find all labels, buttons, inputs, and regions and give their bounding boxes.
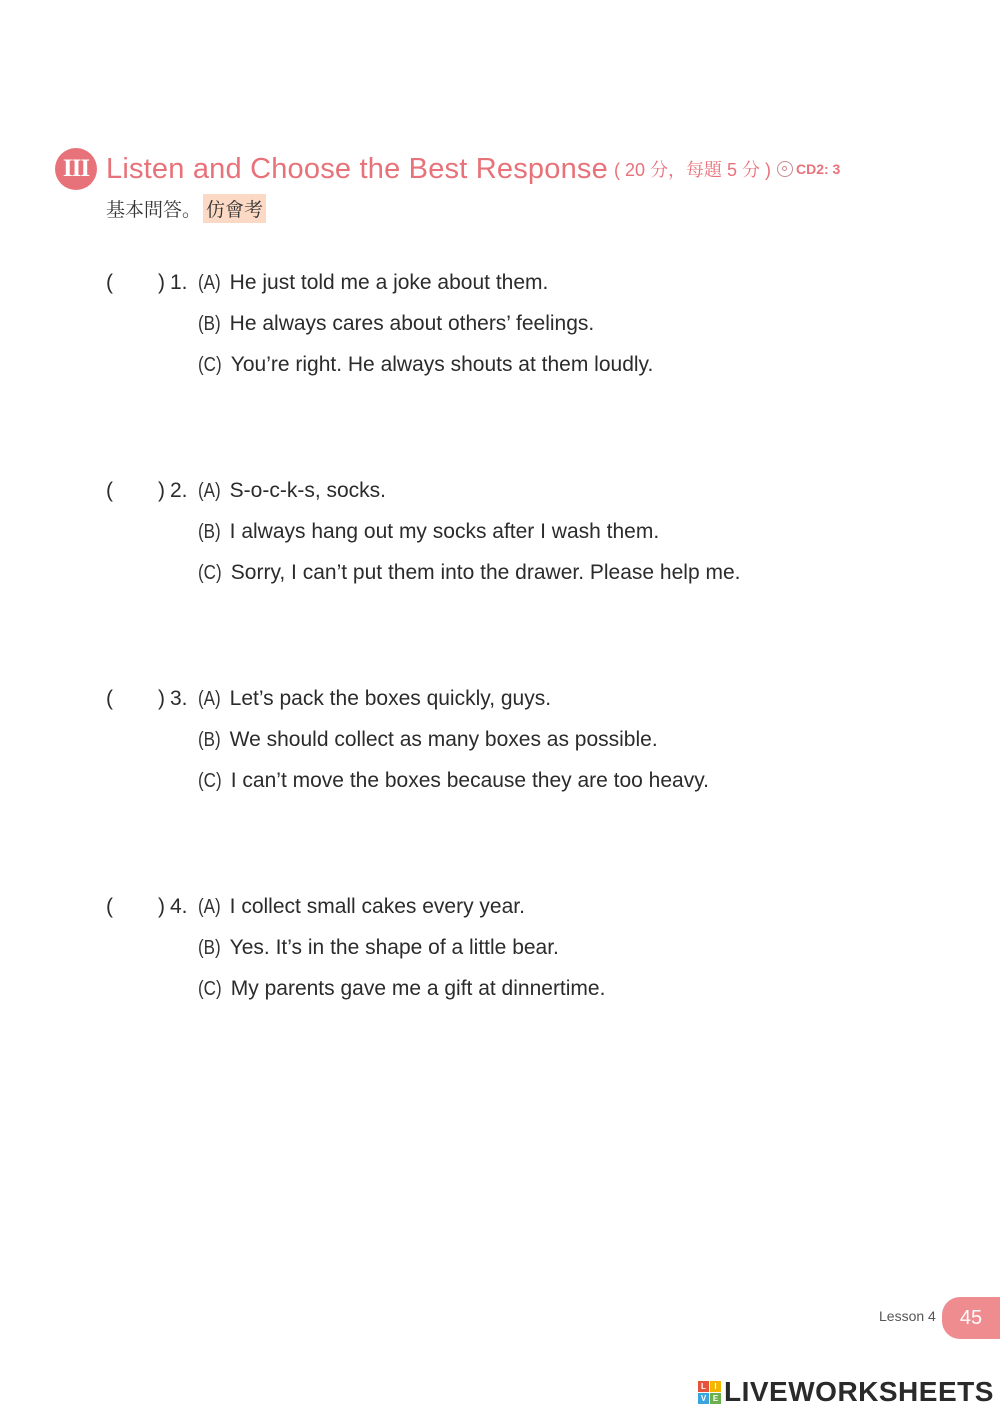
lesson-label: Lesson 4 [879,1308,936,1324]
question-line [106,886,906,927]
option-line [106,719,906,760]
liveworksheets-logo[interactable] [698,1376,994,1408]
score-note: ( 20 分，每題 5 分 ) [613,160,771,180]
option-text: My parents gave me a gift at dinnertime. [230,977,606,1000]
option-a[interactable] [198,678,551,720]
liveworksheets-logo-icon [698,1381,721,1404]
option-text: Let’s pack the boxes quickly, guys. [229,687,552,710]
option-letter: (A) [198,272,221,294]
option-line [106,968,906,1009]
option-letter: (C) [198,562,222,584]
answer-paren-close: ) [158,479,165,502]
question-1 [106,262,906,385]
liveworksheets-brand-text: LIVEWORKSHEETS [724,1376,994,1407]
option-letter: (A) [198,688,221,710]
option-line [106,552,906,593]
question-4 [106,886,906,1009]
option-a[interactable] [198,470,386,512]
section-numeral-badge: III [55,148,97,190]
question-number: 2. [170,479,188,502]
cd-icon [777,161,793,177]
option-line [106,344,906,385]
option-text: We should collect as many boxes as possible. [229,728,658,751]
option-b[interactable] [198,719,658,761]
section-subtitle [106,194,266,223]
option-c[interactable] [198,344,653,386]
option-line [106,511,906,552]
cd-track-label: CD2: 3 [795,161,841,177]
answer-paren-close: ) [158,687,165,710]
option-text: You’re right. He always shouts at them loudly. [230,353,654,376]
option-letter: (C) [198,354,222,376]
option-letter: (B) [198,937,221,959]
section-title: Listen and Choose the Best Response [106,152,608,185]
subtitle-text: 基本問答。 [106,200,202,221]
answer-paren-open[interactable]: ( [106,271,113,294]
option-c[interactable] [198,552,740,594]
option-line [106,760,906,801]
option-b[interactable] [198,511,659,553]
question-number: 1. [170,271,188,294]
option-text: Sorry, I can’t put them into the drawer. Please help me. [230,561,741,584]
option-letter: (B) [198,729,221,751]
logo-letter-e: E [710,1393,721,1404]
answer-paren-close: ) [158,271,165,294]
option-c[interactable] [198,968,605,1010]
answer-paren-open[interactable]: ( [106,895,113,918]
section-header [106,148,840,190]
question-line [106,470,906,511]
answer-paren-open[interactable]: ( [106,687,113,710]
logo-letter-i: I [710,1381,721,1392]
question-2 [106,470,906,593]
page-number-tab: 45 [942,1297,1000,1339]
option-letter: (B) [198,521,221,543]
option-letter: (A) [198,896,221,918]
option-letter: (A) [198,480,221,502]
option-letter: (C) [198,978,222,1000]
question-line [106,262,906,303]
logo-letter-v: V [698,1393,709,1404]
option-text: I can’t move the boxes because they are too heavy. [230,769,709,792]
option-a[interactable] [198,886,525,928]
option-b[interactable] [198,927,559,969]
option-text: He always cares about others’ feelings. [229,312,595,335]
option-line [106,927,906,968]
answer-paren-close: ) [158,895,165,918]
option-letter: (C) [198,770,222,792]
option-text: S-o-c-k-s, socks. [229,479,387,502]
logo-letter-l: L [698,1381,709,1392]
option-text: I always hang out my socks after I wash them. [229,520,660,543]
option-text: He just told me a joke about them. [229,271,549,294]
question-number: 4. [170,895,188,918]
option-b[interactable] [198,303,594,345]
subtitle-tag: 仿會考 [203,194,266,223]
option-text: Yes. It’s in the shape of a little bear. [229,936,559,959]
option-a[interactable] [198,262,548,304]
option-text: I collect small cakes every year. [229,895,525,918]
question-number: 3. [170,687,188,710]
question-3 [106,678,906,801]
question-line [106,678,906,719]
option-c[interactable] [198,760,709,802]
option-line [106,303,906,344]
answer-paren-open[interactable]: ( [106,479,113,502]
option-letter: (B) [198,313,221,335]
